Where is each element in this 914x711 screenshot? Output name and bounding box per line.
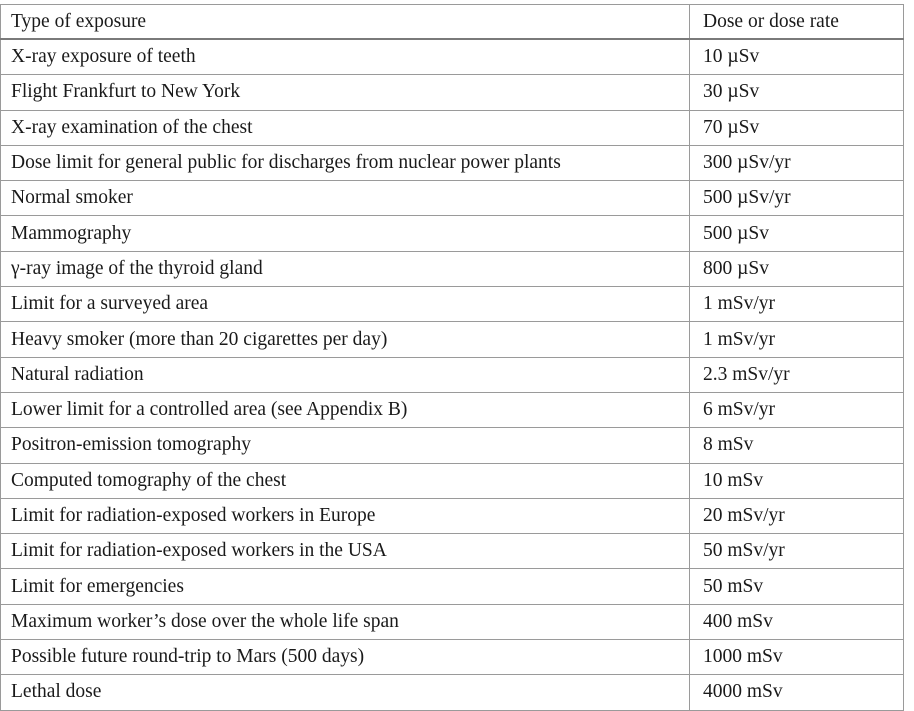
exposure-type-cell: Possible future round-trip to Mars (500 days) bbox=[1, 640, 690, 675]
dose-cell: 1 mSv/yr bbox=[690, 287, 904, 322]
table-row bbox=[1, 569, 904, 604]
exposure-type-cell: Limit for a surveyed area bbox=[1, 287, 690, 322]
table-row bbox=[1, 39, 904, 75]
table-row bbox=[1, 463, 904, 498]
table-row bbox=[1, 145, 904, 180]
exposure-type-cell: Dose limit for general public for discharges from nuclear power plants bbox=[1, 145, 690, 180]
dose-cell: 10 µSv bbox=[690, 39, 904, 75]
exposure-type-cell: Mammography bbox=[1, 216, 690, 251]
table-row bbox=[1, 181, 904, 216]
dose-cell: 1000 mSv bbox=[690, 640, 904, 675]
table-body bbox=[1, 39, 904, 710]
dose-cell: 50 mSv/yr bbox=[690, 534, 904, 569]
table-row bbox=[1, 251, 904, 286]
table-row bbox=[1, 357, 904, 392]
exposure-type-cell: X-ray exposure of teeth bbox=[1, 39, 690, 75]
exposure-type-cell: X-ray examination of the chest bbox=[1, 110, 690, 145]
exposure-type-cell: Computed tomography of the chest bbox=[1, 463, 690, 498]
exposure-type-cell: Normal smoker bbox=[1, 181, 690, 216]
exposure-type-cell: Limit for radiation-exposed workers in the USA bbox=[1, 534, 690, 569]
dose-cell: 500 µSv/yr bbox=[690, 181, 904, 216]
dose-cell: 1 mSv/yr bbox=[690, 322, 904, 357]
exposure-type-cell: Maximum worker’s dose over the whole life span bbox=[1, 604, 690, 639]
header-type-of-exposure: Type of exposure bbox=[1, 5, 690, 40]
table-row bbox=[1, 322, 904, 357]
table-row bbox=[1, 75, 904, 110]
dose-cell: 8 mSv bbox=[690, 428, 904, 463]
table-row bbox=[1, 675, 904, 710]
dose-cell: 20 mSv/yr bbox=[690, 498, 904, 533]
exposure-type-cell: γ-ray image of the thyroid gland bbox=[1, 251, 690, 286]
exposure-type-cell: Heavy smoker (more than 20 cigarettes per day) bbox=[1, 322, 690, 357]
dose-cell: 10 mSv bbox=[690, 463, 904, 498]
exposure-type-cell: Flight Frankfurt to New York bbox=[1, 75, 690, 110]
dose-cell: 30 µSv bbox=[690, 75, 904, 110]
dose-cell: 400 mSv bbox=[690, 604, 904, 639]
table-row bbox=[1, 498, 904, 533]
dose-table bbox=[0, 4, 904, 711]
dose-table-container bbox=[0, 4, 903, 711]
table-header-row bbox=[1, 5, 904, 40]
dose-cell: 6 mSv/yr bbox=[690, 392, 904, 427]
dose-cell: 4000 mSv bbox=[690, 675, 904, 710]
table-row bbox=[1, 287, 904, 322]
dose-cell: 50 mSv bbox=[690, 569, 904, 604]
table-row bbox=[1, 392, 904, 427]
table-row bbox=[1, 110, 904, 145]
table-row bbox=[1, 604, 904, 639]
table-row bbox=[1, 640, 904, 675]
table-row bbox=[1, 534, 904, 569]
table-row bbox=[1, 428, 904, 463]
exposure-type-cell: Lethal dose bbox=[1, 675, 690, 710]
dose-cell: 2.3 mSv/yr bbox=[690, 357, 904, 392]
dose-cell: 800 µSv bbox=[690, 251, 904, 286]
exposure-type-cell: Positron-emission tomography bbox=[1, 428, 690, 463]
dose-cell: 300 µSv/yr bbox=[690, 145, 904, 180]
dose-cell: 70 µSv bbox=[690, 110, 904, 145]
exposure-type-cell: Lower limit for a controlled area (see Appendix B) bbox=[1, 392, 690, 427]
header-dose-or-dose-rate: Dose or dose rate bbox=[690, 5, 904, 40]
exposure-type-cell: Limit for radiation-exposed workers in Europe bbox=[1, 498, 690, 533]
dose-cell: 500 µSv bbox=[690, 216, 904, 251]
table-row bbox=[1, 216, 904, 251]
exposure-type-cell: Limit for emergencies bbox=[1, 569, 690, 604]
exposure-type-cell: Natural radiation bbox=[1, 357, 690, 392]
